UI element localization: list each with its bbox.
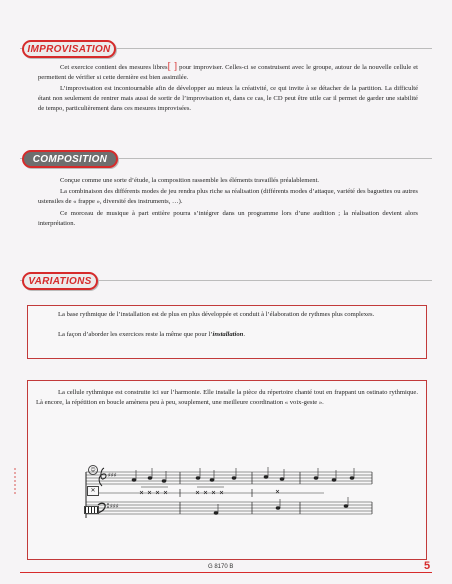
- variations-box2-paragraph-1: La cellule rythmique est construite ici sur l’harmonie. Elle installe la pièce du répertoire chanté tout en frappant un ostinato rythmique. Là encore, la répétition en boucle amènera peu à peu, souplement, une meilleure coordination « voix-geste ».: [36, 389, 418, 406]
- melody-notes: [132, 467, 354, 482]
- voice-icon: ☺: [88, 465, 98, 475]
- svg-text:♯♯♯: ♯♯♯: [108, 472, 117, 479]
- installation-emphasis: installation: [212, 331, 244, 338]
- side-dotted-mark: [14, 468, 22, 494]
- section-title-composition: [22, 150, 118, 168]
- composition-paragraph-3: Ce morceau de musique à part entière pourra s’intégrer dans un programme lors d’une audition ; la réalisation devient alors interprétation.: [38, 210, 418, 227]
- variations-box1-paragraph-2: La façon d’aborder les exercices reste la même que pour l’installation.: [58, 331, 245, 338]
- page-number: 5: [424, 560, 431, 572]
- bass-notes: [214, 497, 348, 514]
- keyboard-icon: [84, 506, 99, 514]
- section-title-improvisation: [22, 40, 116, 58]
- footer-catalog-code: G 8170 B: [208, 564, 234, 570]
- improvisation-paragraph-1: Cet exercice contient des mesures libres[ ] pour improviser. Celles-ci se construisent avec le groupe, autour de la nouvelle cellule et permettent de vérifier si cette dernière est bien assimilée.: [38, 61, 418, 81]
- percussion-icon: ✕: [87, 486, 99, 496]
- improvisation-paragraph-2: L’improvisation est incontournable afin de développer au mieux la créativité, ce qui invite à se détacher de la partition. La difficulté étant non seulement de rentrer mais aussi de sortir de l’improvisation et, dans ce cas, le CD peut être utile car il permet de garder une stabilité de tempo, particulièrement dans ces mesures improvisées.: [38, 85, 418, 112]
- section-title-text: IMPROVISATION: [27, 43, 111, 55]
- svg-text:♯♯♯: ♯♯♯: [110, 503, 119, 510]
- free-measure-brackets: [ ]: [167, 61, 178, 72]
- section-title-text: COMPOSITION: [32, 153, 108, 165]
- treble-staff: [86, 472, 372, 484]
- composition-paragraph-1: Conçue comme une sorte d’étude, la composition rassemble les éléments travaillés préalablement.: [60, 177, 320, 184]
- section-title-text: VARIATIONS: [28, 275, 92, 287]
- variations-box1-paragraph-1: La base rythmique de l’installation est de plus en plus développée et conduit à l’élaboration de rythmes plus complexes.: [58, 311, 375, 318]
- treble-clef-icon: [99, 468, 106, 486]
- composition-paragraph-2: La combinaison des différents modes de jeu rendra plus riche sa réalisation (différents modes d’attaque, variété des baguettes ou autres ustensiles de « frappe », diversité des instruments, …).: [38, 188, 418, 205]
- bass-staff: [86, 502, 372, 514]
- footer-rule: [20, 572, 432, 573]
- section-title-variations: [22, 272, 98, 290]
- music-score: [84, 462, 374, 524]
